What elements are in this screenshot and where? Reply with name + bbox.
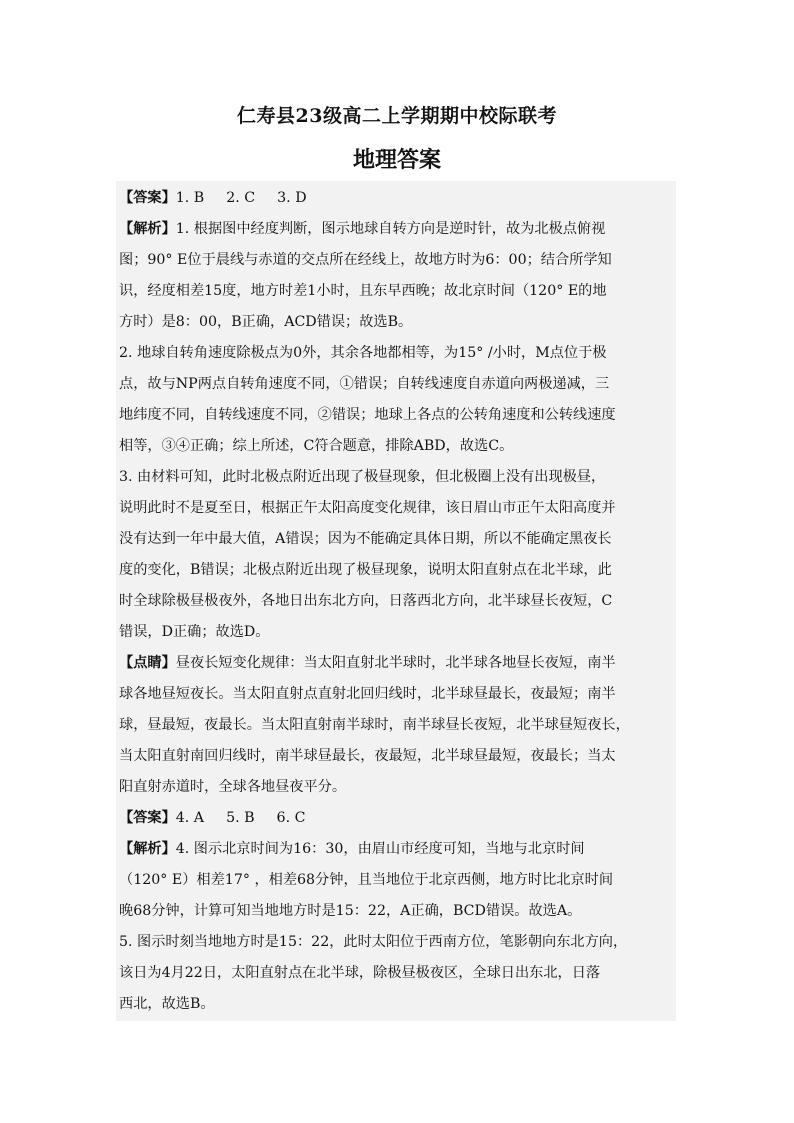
- answer-item: 2. C: [226, 190, 256, 206]
- answer-tag: 【答案】: [119, 810, 176, 826]
- analysis-line: 没有达到一年中最大值，A错误；因为不能确定具体日期，所以不能确定黑夜长: [119, 531, 612, 547]
- analysis-tag: 【解析】: [119, 841, 176, 857]
- analysis-line: 地纬度不同，自转线速度不同，②错误；地球上各点的公转角速度和公转线速度: [119, 407, 616, 423]
- answer-item: 3. D: [277, 190, 307, 206]
- answer-item: 4. A: [175, 810, 205, 826]
- tip-line: 当太阳直射南回归线时，南半球昼最长，夜最短，北半球昼最短，夜最长；当太: [119, 748, 616, 764]
- analysis-line: 晚68分钟，计算可知当地地方时是15：22，A正确，BCD错误。故选A。: [119, 903, 582, 919]
- analysis-line: 识，经度相差15度，地方时差1小时，且东早西晚；故北京时间（120° E的地: [119, 283, 607, 299]
- tip-line: 球各地昼短夜长。当太阳直射点直射北回归线时，北半球昼最长，夜最短；南半: [119, 686, 616, 702]
- answer-item: 6. C: [276, 810, 306, 826]
- analysis-line: 2. 地球自转角速度除极点为0外，其余各地都相等，为15° /小时，M点位于极: [119, 345, 607, 361]
- answer-item: 5. B: [226, 810, 255, 826]
- analysis-line: 度的变化，B错误；北极点附近出现了极昼现象，说明太阳直射点在北半球，此: [119, 562, 612, 578]
- page-subtitle: 地理答案: [352, 148, 441, 173]
- answer-tag: 【答案】: [119, 190, 176, 206]
- analysis-line: 5. 图示时刻当地地方时是15：22，此时太阳位于西南方位，笔影朝向东北方向，: [119, 934, 628, 950]
- analysis-line: [119, 214, 673, 245]
- analysis-line: 西北，故选B。: [119, 996, 215, 1012]
- tip-line: [119, 648, 673, 679]
- analysis-line: 错误，D正确；故选D。: [119, 624, 270, 640]
- tip-line: 阳直射赤道时，全球各地昼夜平分。: [119, 779, 347, 795]
- page-title: 仁寿县23级高二上学期期中校际联考: [237, 105, 557, 127]
- tip-line: 球，昼最短，夜最长。当太阳直射南半球时，南半球昼长夜短，北半球昼短夜长，: [119, 717, 630, 733]
- analysis-line: 说明此时不是夏至日，根据正午太阳高度变化规律，该日眉山市正午太阳高度并: [119, 500, 616, 516]
- answer-content: [116, 181, 676, 1021]
- tip-tag: 【点睛】: [119, 655, 176, 671]
- analysis-line: 相等，③④正确；综上所述，C符合题意，排除ABD，故选C。: [119, 438, 514, 454]
- analysis-tag: 【解析】: [119, 221, 176, 237]
- analysis-line: 点，故与NP两点自转角速度不同，①错误；自转线速度自赤道向两极递减，三: [119, 376, 610, 392]
- answer-line: [119, 183, 673, 214]
- analysis-line: 时全球除极昼极夜外，各地日出东北方向，日落西北方向，北半球昼长夜短，C: [119, 593, 613, 609]
- analysis-line: 方时）是8：00，B正确，ACD错误；故选B。: [119, 314, 413, 330]
- analysis-text: 4. 图示北京时间为16：30，由眉山市经度可知，当地与北京时间: [175, 841, 585, 857]
- analysis-line: [119, 834, 673, 865]
- analysis-line: 该日为4月22日，太阳直射点在北半球，除极昼极夜区，全球日出东北，日落: [119, 965, 601, 981]
- answer-item: 1. B: [175, 190, 205, 206]
- answer-line: [119, 803, 673, 834]
- analysis-line: 图；90° E位于晨线与赤道的交点所在经线上，故地方时为6：00；结合所学知: [119, 252, 612, 268]
- analysis-line: （120° E）相差17° ，相差68分钟，且当地位于北京西侧，地方时比北京时间: [119, 872, 614, 888]
- analysis-line: 3. 由材料可知，此时北极点附近出现了极昼现象，但北极圈上没有出现极昼，: [119, 469, 606, 485]
- analysis-text: 1. 根据图中经度判断，图示地球自转方向是逆时针，故为北极点俯视: [175, 221, 606, 237]
- tip-text: 昼夜长短变化规律：当太阳直射北半球时，北半球各地昼长夜短，南半: [175, 655, 616, 671]
